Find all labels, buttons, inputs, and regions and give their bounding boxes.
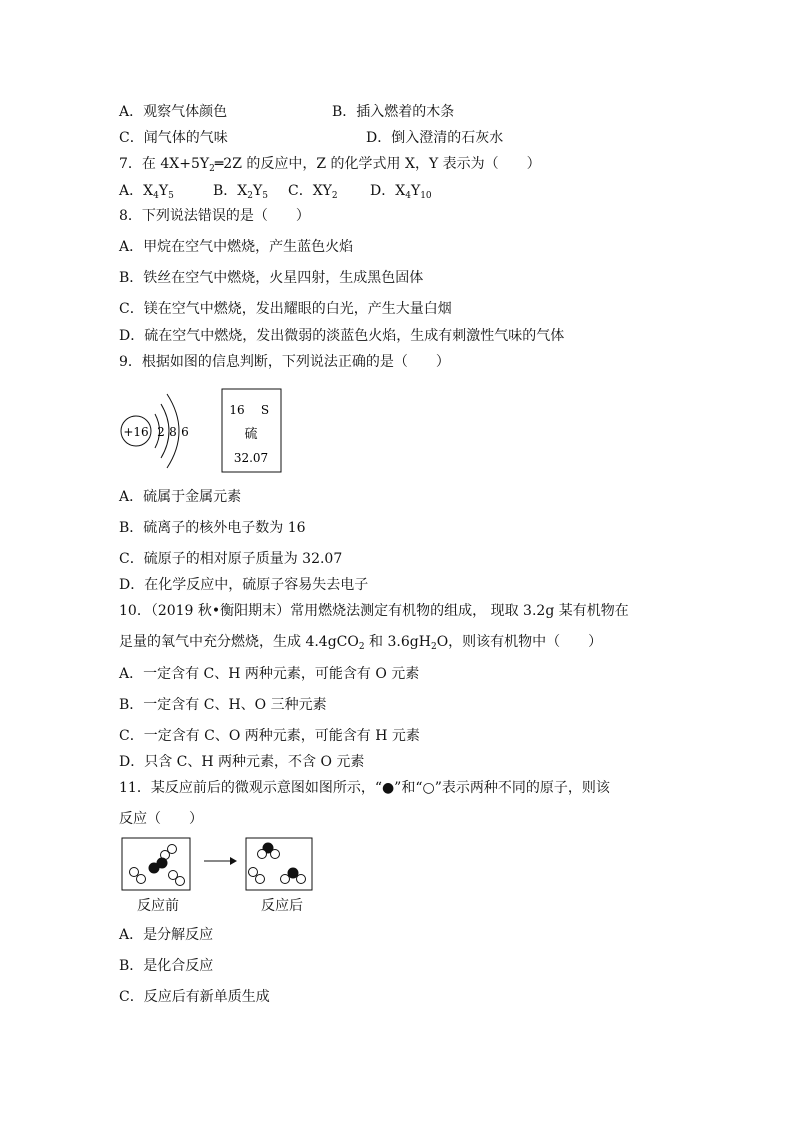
label-after-reaction: 反应后 [261,898,303,914]
q11-option-c: C．反应后有新单质生成 [119,989,270,1005]
q11-stem-line2: 反应（ ） [119,811,203,827]
element-symbol: S [260,403,270,417]
white-atom [176,877,185,886]
black-atom [149,863,159,873]
q9-option-a: A．硫属于金属元素 [119,489,242,505]
white-atom [258,850,267,859]
shell-2-electrons: 8 [169,425,177,439]
q10-stem-line2: 足量的氧气中充分燃烧，生成 4.4gCO$_2$ 和 $3.6gH_2O$，则该有机物中（ ） [119,634,603,652]
q7-option-c: C．$XY_2$ [288,183,338,201]
q10-option-d: D．只含 C、H 两种元素，不含 O 元素 [119,754,365,770]
q7-option-a: A．$X_4Y_5$ [119,183,174,201]
q7-option-b: B．$X_2Y_5$ [213,183,268,201]
shell-3-electrons: 6 [181,425,189,439]
q10-stem-line1: 10．（2019 秋•衡阳期末）常用燃烧法测定有机物的组成， 现取 3.2g 某有机物在 [119,603,629,619]
sulfur-figure [115,383,295,479]
label-before-reaction: 反应前 [137,898,179,914]
q10-option-a: A．一定含有 C、H 两种元素，可能含有 O 元素 [119,666,420,682]
q6-option-d: D．倒入澄清的石灰水 [366,130,504,146]
white-atom [281,875,290,884]
q8-stem: 8．下列说法错误的是（ ） [119,208,310,224]
element-name: 硫 [244,427,258,442]
q10-option-b: B．一定含有 C、H、O 三种元素 [119,697,327,713]
q10-option-c: C．一定含有 C、O 两种元素，可能含有 H 元素 [119,728,420,744]
atomic-number: 16 [229,403,245,417]
white-atom [256,875,265,884]
q6-option-b: B．插入燃着的木条 [332,104,455,120]
q9-option-d: D．在化学反应中，硫原子容易失去电子 [119,577,369,593]
q8-option-a: A．甲烷在空气中燃烧，产生蓝色火焰 [119,239,354,255]
q7-option-d: D．$X_4Y_{10}$ [370,183,432,201]
white-atom [297,875,306,884]
q8-option-c: C．镁在空气中燃烧，发出耀眼的白光，产生大量白烟 [119,301,452,317]
q8-option-b: B．铁丝在空气中燃烧，火星四射，生成黑色固体 [119,270,424,286]
q9-stem: 9．根据如图的信息判断，下列说法正确的是（ ） [119,354,450,370]
q7-stem: 7．在 $4X+5Y_2═2Z$ 的反应中，Z 的化学式用 X，Y 表示为（ ） [119,156,541,174]
q11-stem-line1: 11．某反应前后的微观示意图如图所示，“●”和“○”表示两种不同的原子，则该 [119,780,610,796]
q8-option-d: D．硫在空气中燃烧，发出微弱的淡蓝色火焰，生成有刺激性气味的气体 [119,328,565,344]
q9-option-b: B．硫离子的核外电子数为 16 [119,520,306,536]
q11-option-a: A．是分解反应 [119,927,214,943]
q6-option-c: C．闻气体的气味 [119,130,228,146]
nucleus-charge: +16 [123,425,149,439]
reaction-arrow [204,857,237,865]
shell-1-electrons: 2 [157,425,165,439]
white-atom [249,868,258,877]
q11-option-b: B．是化合反应 [119,958,214,974]
after-reaction-box [246,838,312,890]
atomic-mass: 32.07 [233,451,269,465]
periodic-table-cell [222,389,281,472]
white-atom [130,868,139,877]
sulfur-atom-structure-diagram [121,394,189,468]
black-atom [288,868,298,878]
white-atom [271,850,280,859]
before-reaction-box [122,838,190,890]
q6-option-a: A．观察气体颜色 [119,104,228,120]
q9-option-c: C．硫原子的相对原子质量为 32.07 [119,551,343,567]
white-atom [137,875,146,884]
